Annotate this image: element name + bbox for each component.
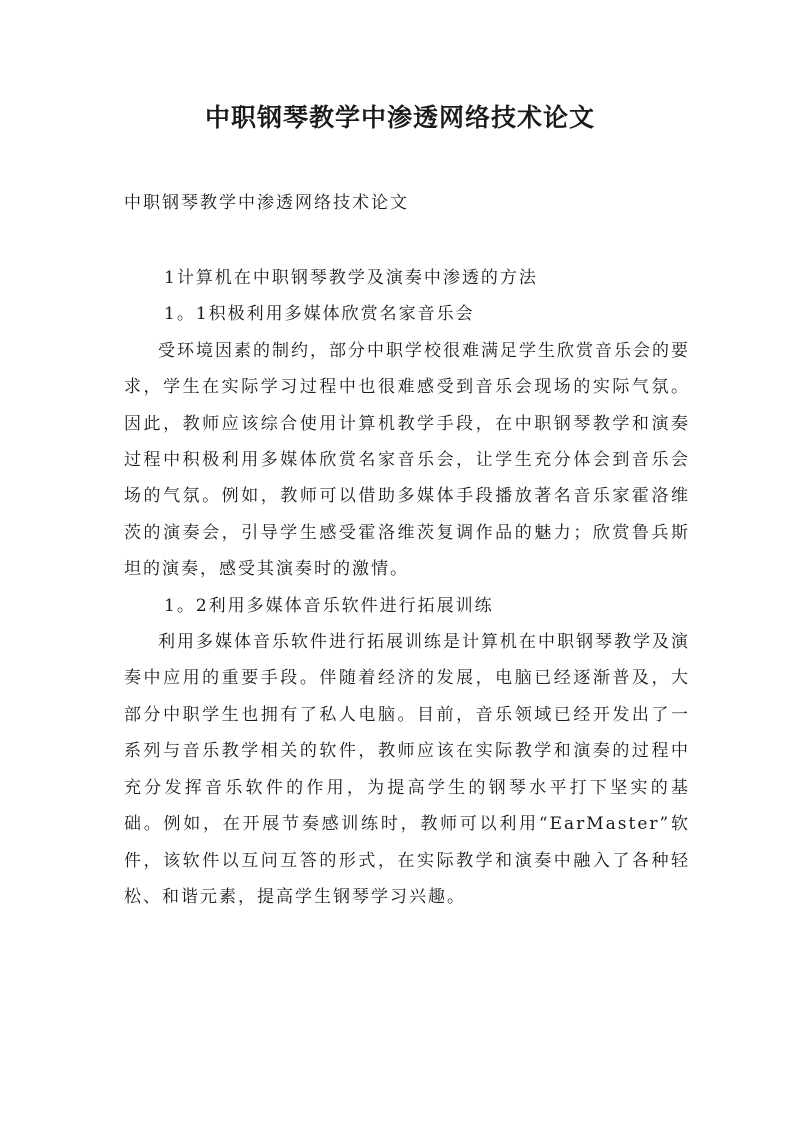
- document-title: 中职钢琴教学中渗透网络技术论文: [204, 103, 595, 132]
- subsection-heading-1-2: 1。2利用多媒体音乐软件进行拓展训练: [164, 595, 494, 616]
- section-heading-1: 1计算机在中职钢琴教学及演奏中渗透的方法: [164, 268, 538, 288]
- paragraph-concert-appreciation: 受环境因素的制约，部分中职学校很难满足学生欣赏音乐会的要求，学生在实际学习过程中也很难感受到音乐会现场的实际气氛。因此，教师应该综合使用计算机教学手段，在中职钢琴教学和演奏过程中积极利用多媒体欣赏名家音乐会，让学生充分体会到音乐会场的气氛。例如，教师可以借助多媒体手段播放著名音乐家霍洛维茨的演奏会，引导学生感受霍洛维茨复调作品的魅力；欣赏鲁兵斯坦的演奏，感受其演奏时的激情。: [124, 340, 690, 580]
- subsection-heading-1-1: 1。1积极利用多媒体欣赏名家音乐会: [164, 304, 475, 325]
- document-body: [124, 260, 690, 915]
- document-subtitle: 中职钢琴教学中渗透网络技术论文: [124, 193, 409, 213]
- paragraph-music-software-training: 利用多媒体音乐软件进行拓展训练是计算机在中职钢琴教学及演奏中应用的重要手段。伴随着经济的发展，电脑已经逐渐普及，大部分中职学生也拥有了私人电脑。目前，音乐领域已经开发出了一系列与音乐教学相关的软件，教师应该在实际教学和演奏的过程中充分发挥音乐软件的作用，为提高学生的钢琴水平打下坚实的基础。例如，在开展节奏感训练时，教师可以利用“EarMaster”软件，该软件以互问互答的形式，在实际教学和演奏中融入了各种轻松、和谐元素，提高学生钢琴学习兴趣。: [124, 632, 690, 907]
